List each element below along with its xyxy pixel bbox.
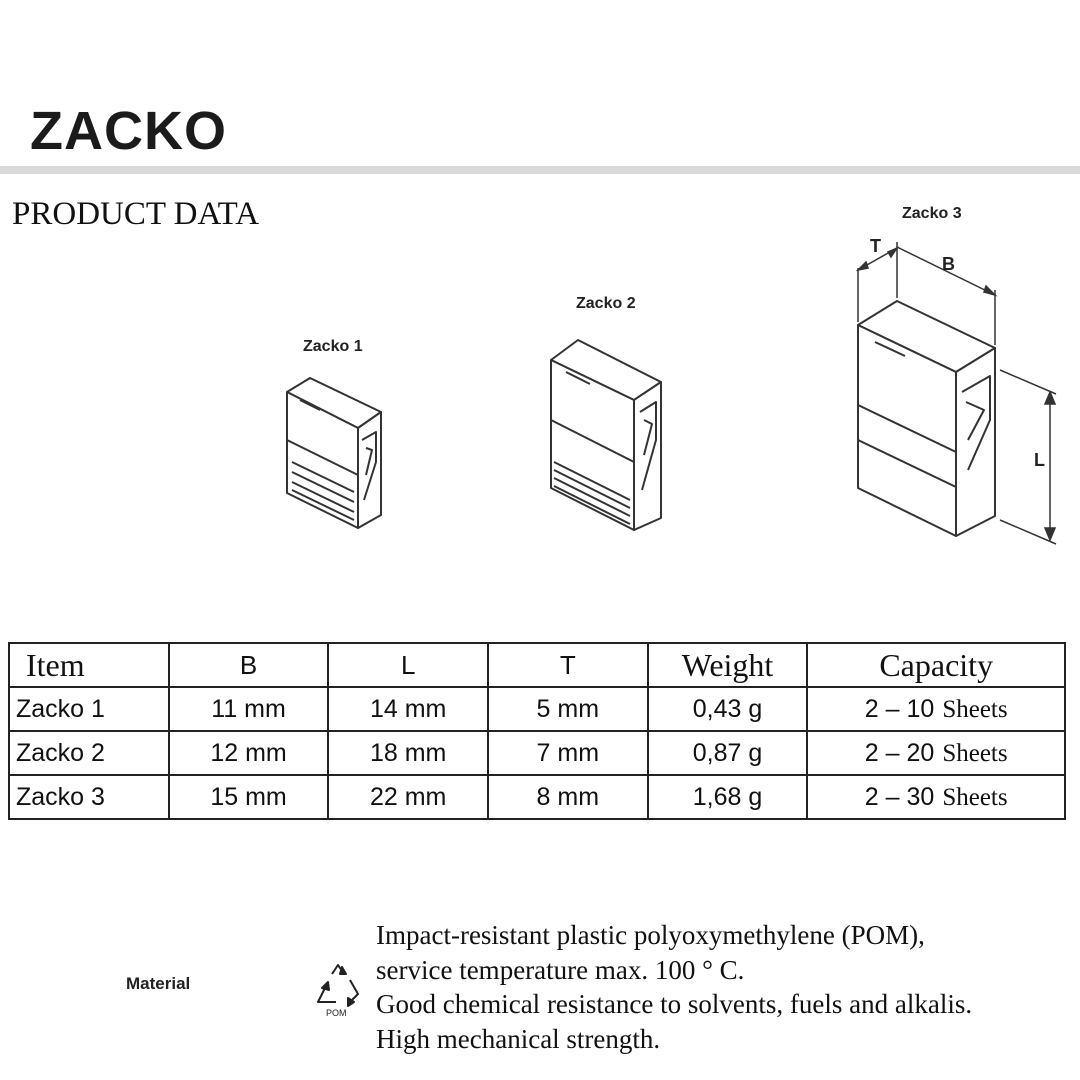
zacko3-drawing: [858, 301, 995, 536]
zacko1-label: Zacko 1: [303, 338, 363, 355]
cell-l: 22 mm: [328, 775, 488, 819]
table-row: [9, 775, 1065, 819]
header-t: T: [488, 643, 648, 687]
dimension-b-label: B: [942, 254, 955, 274]
cell-b: 11 mm: [169, 687, 329, 731]
material-line: service temperature max. 100 ° C.: [376, 954, 745, 985]
cell-capacity: [807, 687, 1065, 731]
cell-item: Zacko 1: [9, 687, 169, 731]
cell-capacity: [807, 775, 1065, 819]
cell-weight: 1,68 g: [648, 775, 808, 819]
zacko3-label: Zacko 3: [902, 205, 962, 222]
header-b: B: [169, 643, 329, 687]
table-row: [9, 687, 1065, 731]
cell-item: Zacko 2: [9, 731, 169, 775]
material-line: High mechanical strength.: [376, 1023, 661, 1054]
cell-t: 8 mm: [488, 775, 648, 819]
capacity-unit: Sheets: [942, 739, 1008, 767]
header-item: Item: [9, 643, 169, 687]
header-capacity: Capacity: [807, 643, 1065, 687]
dimension-t-label: T: [870, 236, 881, 256]
capacity-unit: Sheets: [942, 783, 1008, 811]
recycle-icon-caption: POM: [326, 1008, 347, 1018]
zacko2-drawing: [551, 340, 661, 530]
capacity-range: 2 – 10: [864, 694, 935, 723]
zacko2-label: Zacko 2: [576, 295, 636, 312]
brand-title: ZACKO: [30, 101, 227, 161]
cell-t: 7 mm: [488, 731, 648, 775]
cell-weight: 0,87 g: [648, 731, 808, 775]
zacko1-drawing: [287, 378, 381, 528]
material-line: Impact-resistant plastic polyoxymethylene (POM),: [376, 920, 925, 950]
header-weight: Weight: [648, 643, 808, 687]
material-label: Material: [126, 974, 191, 993]
cell-t: 5 mm: [488, 687, 648, 731]
cell-b: 12 mm: [169, 731, 329, 775]
table-header-row: [9, 643, 1065, 687]
header-l: L: [328, 643, 488, 687]
cell-l: 18 mm: [328, 731, 488, 775]
cell-l: 14 mm: [328, 687, 488, 731]
dimension-l-label: L: [1034, 450, 1045, 470]
cell-capacity: [807, 731, 1065, 775]
cell-weight: 0,43 g: [648, 687, 808, 731]
capacity-unit: Sheets: [942, 695, 1008, 723]
material-description: [376, 918, 972, 1056]
capacity-range: 2 – 30: [864, 782, 935, 811]
cell-item: Zacko 3: [9, 775, 169, 819]
section-title: PRODUCT DATA: [12, 196, 260, 232]
table-row: [9, 731, 1065, 775]
capacity-range: 2 – 20: [864, 738, 935, 767]
cell-b: 15 mm: [169, 775, 329, 819]
product-data-table: [8, 642, 1066, 820]
material-line: Good chemical resistance to solvents, fuels and alkalis.: [376, 989, 973, 1019]
